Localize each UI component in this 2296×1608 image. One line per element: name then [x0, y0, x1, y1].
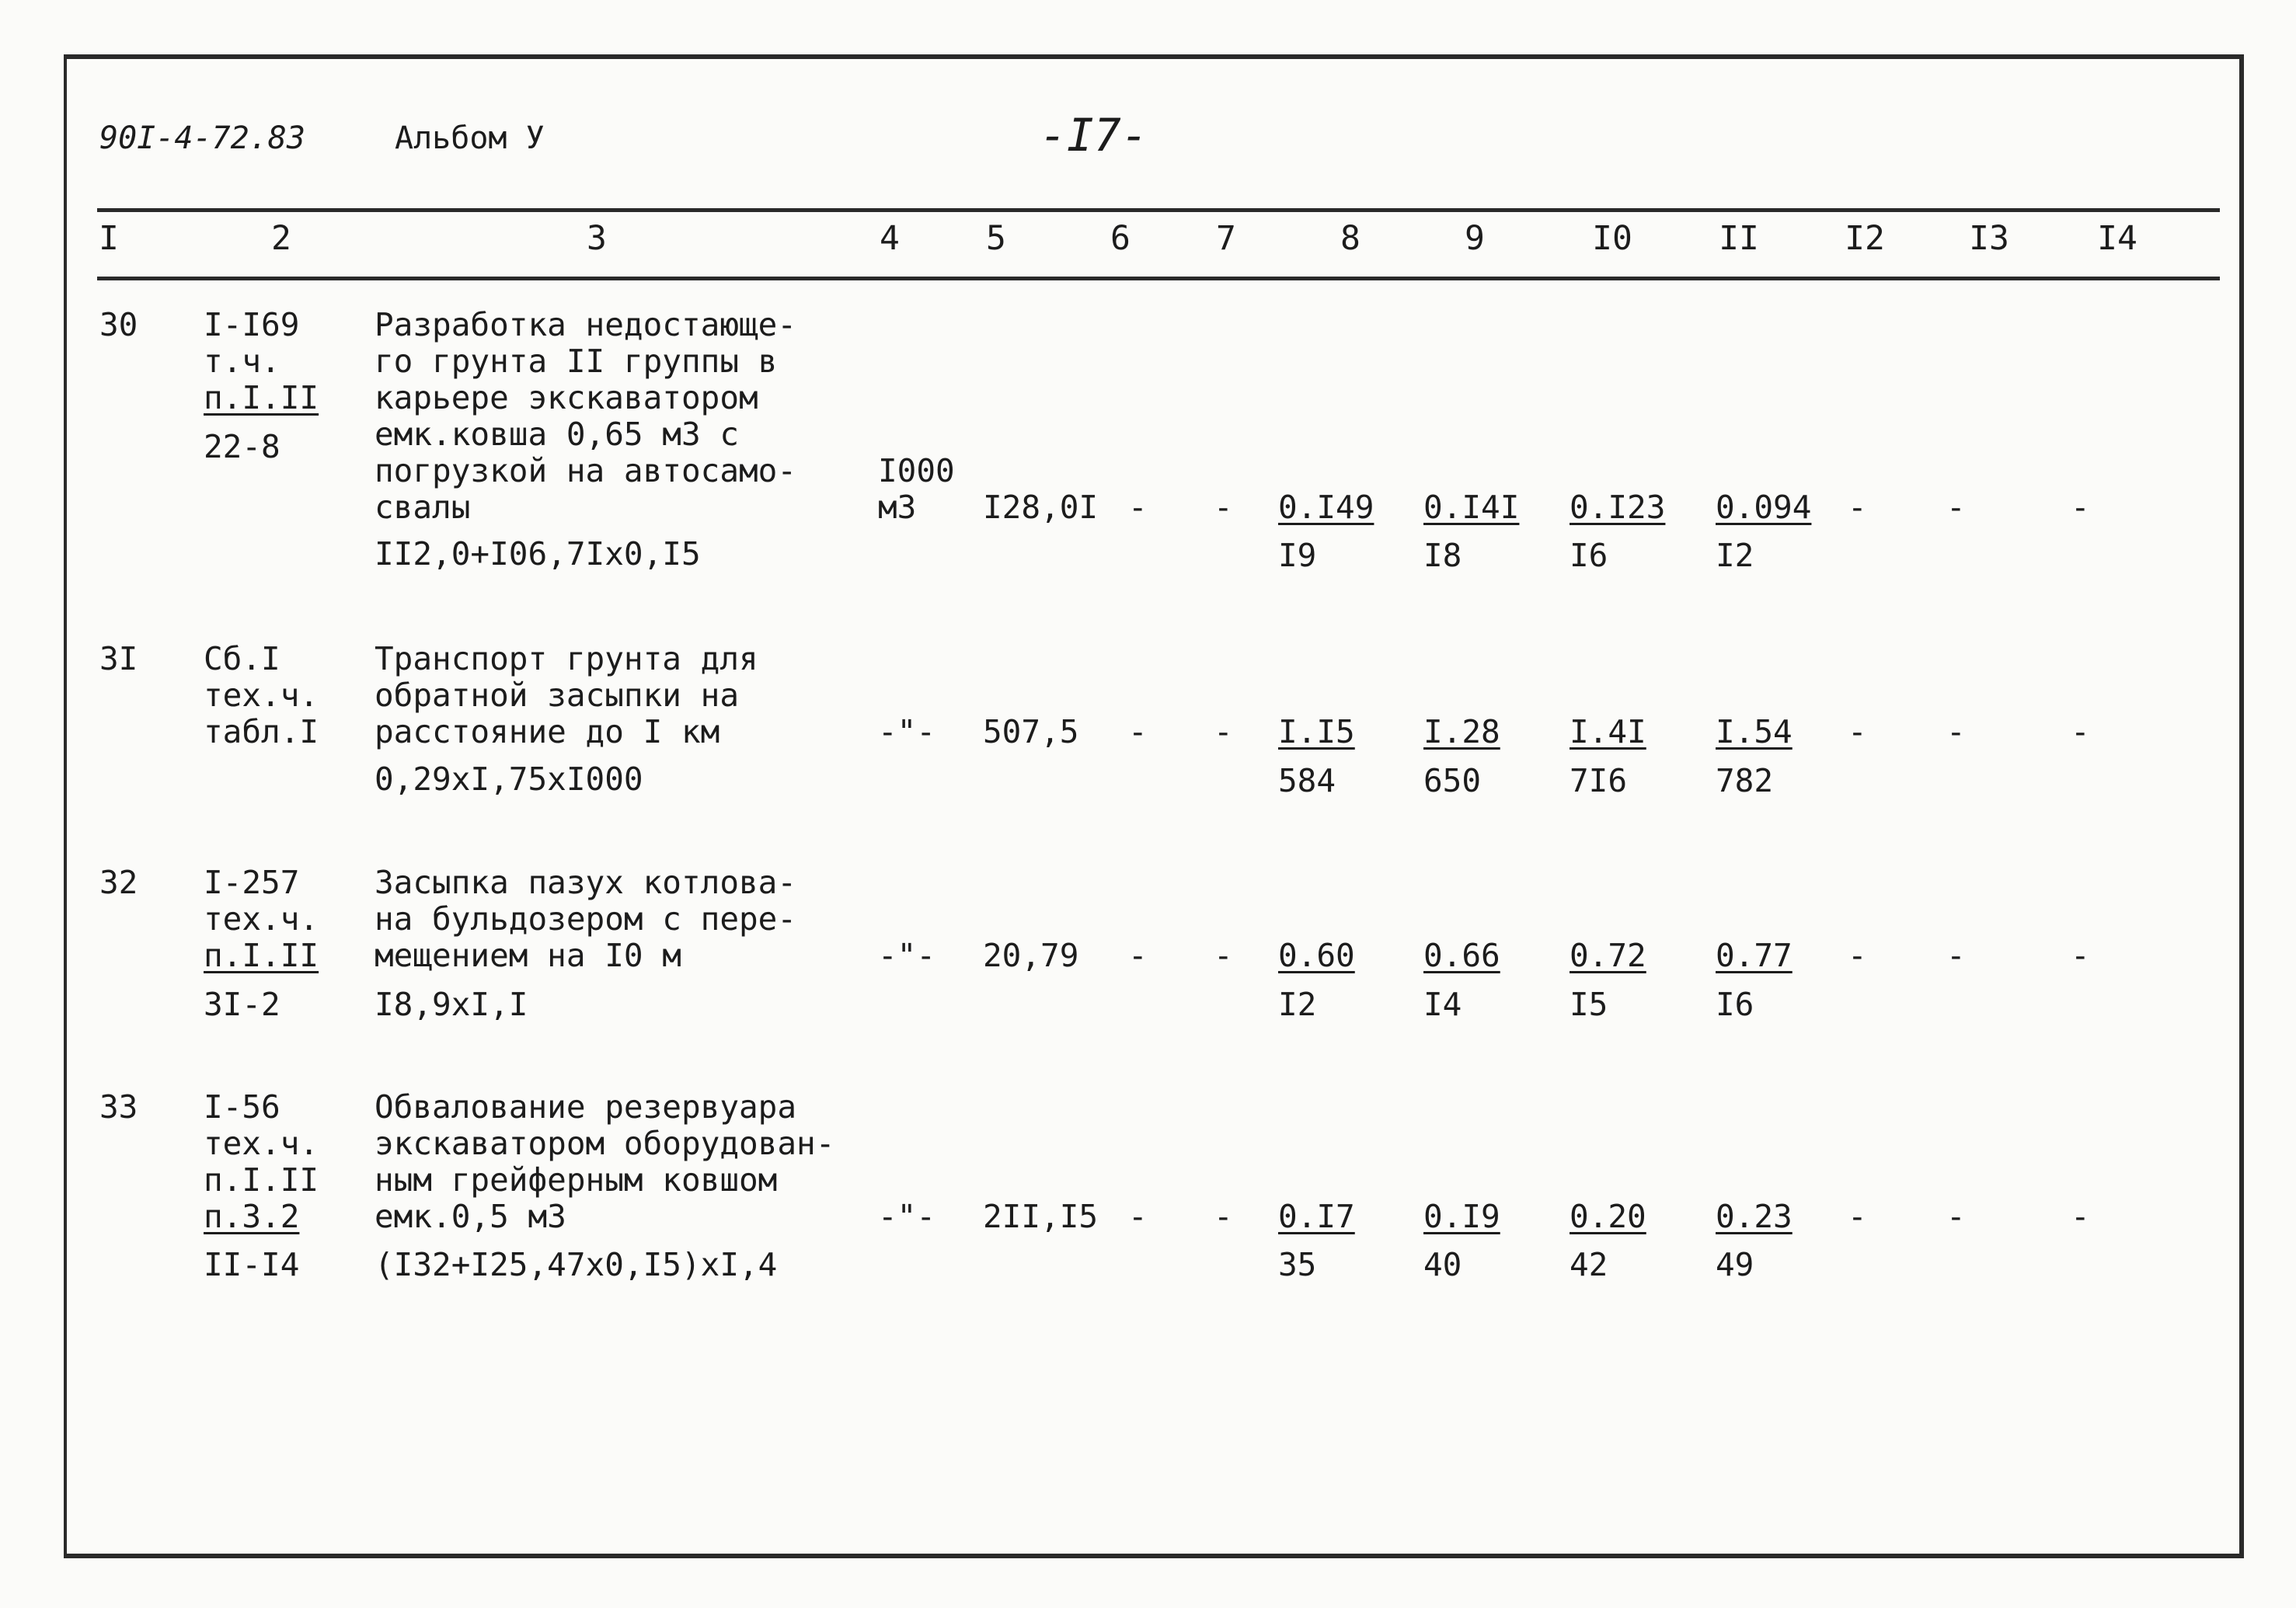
ref-line: п.I.II	[204, 937, 319, 974]
description-line: на бульдозером с пере-	[375, 900, 797, 938]
column-header: 5	[986, 219, 1006, 258]
col10-sub: 7I6	[1570, 762, 1628, 799]
col8-value: I.I5	[1278, 713, 1355, 750]
col12-value: -	[1848, 713, 1867, 750]
col13-value: -	[1946, 489, 1966, 526]
header-bottom-rule	[97, 277, 2220, 280]
unit-line: -"-	[878, 713, 936, 750]
col12-value: -	[1848, 489, 1867, 526]
ref-line: тех.ч.	[204, 1125, 319, 1162]
col6-value: -	[1128, 937, 1148, 974]
description-line: расстояние до I км	[375, 713, 720, 750]
ref-line: п.I.II	[204, 379, 319, 416]
formula: (I32+I25,47х0,I5)хI,4	[375, 1246, 778, 1283]
col9-sub: 40	[1423, 1246, 1462, 1283]
col10-value: 0.72	[1570, 937, 1646, 974]
description-line: погрузкой на автосамо-	[375, 452, 797, 489]
description-line: карьере экскаватором	[375, 379, 758, 416]
column-header: 2	[271, 219, 291, 258]
row-number: 30	[99, 306, 138, 343]
column-header: 7	[1216, 219, 1236, 258]
col10-sub: I5	[1570, 986, 1608, 1023]
col8-value: 0.I49	[1278, 489, 1374, 526]
col11-sub: 782	[1716, 762, 1774, 799]
col13-value: -	[1946, 937, 1966, 974]
quantity: 2II,I5	[983, 1198, 1099, 1235]
col7-value: -	[1214, 1198, 1233, 1235]
col6-value: -	[1128, 489, 1148, 526]
column-header: 4	[880, 219, 900, 258]
column-header: I4	[2097, 219, 2137, 258]
ref-line: тех.ч.	[204, 677, 319, 714]
ref-line: п.I.II	[204, 1161, 319, 1199]
col6-value: -	[1128, 1198, 1148, 1235]
album-label: Альбом У	[395, 120, 545, 156]
ref-line: Сб.I	[204, 640, 280, 677]
col13-value: -	[1946, 713, 1966, 750]
row-number: 3I	[99, 640, 138, 677]
ref-line: 22-8	[204, 428, 280, 465]
col8-sub: I2	[1278, 986, 1317, 1023]
quantity: 20,79	[983, 937, 1079, 974]
description-line: Засыпка пазух котлова-	[375, 864, 797, 901]
col10-sub: I6	[1570, 537, 1608, 574]
col8-value: 0.60	[1278, 937, 1355, 974]
col14-value: -	[2071, 489, 2090, 526]
formula: 0,29хI,75хI000	[375, 760, 643, 798]
col7-value: -	[1214, 713, 1233, 750]
column-header: I0	[1592, 219, 1632, 258]
formula: II2,0+I06,7Iх0,I5	[375, 535, 701, 573]
description-line: емк.0,5 м3	[375, 1198, 566, 1235]
description-line: обратной засыпки на	[375, 677, 739, 714]
column-header: I	[99, 219, 119, 258]
ref-line: табл.I	[204, 713, 319, 750]
ref-line: 3I-2	[204, 986, 280, 1023]
col14-value: -	[2071, 937, 2090, 974]
ref-line: I-257	[204, 864, 300, 901]
description-line: Обвалование резервуара	[375, 1088, 797, 1126]
col8-sub: 35	[1278, 1246, 1317, 1283]
col11-value: 0.23	[1716, 1198, 1793, 1235]
column-header: 6	[1110, 219, 1131, 258]
page-number: -I7-	[1040, 109, 1148, 162]
unit-line: м3	[878, 489, 917, 526]
col6-value: -	[1128, 713, 1148, 750]
col9-value: 0.I4I	[1423, 489, 1520, 526]
col10-value: 0.20	[1570, 1198, 1646, 1235]
header-top-rule	[97, 208, 2220, 212]
column-header: II	[1719, 219, 1759, 258]
unit-line: -"-	[878, 1198, 936, 1235]
quantity: I28,0I	[983, 489, 1099, 526]
col11-sub: I6	[1716, 986, 1754, 1023]
description-line: го грунта II группы в	[375, 343, 778, 380]
col9-sub: I4	[1423, 986, 1462, 1023]
col11-sub: I2	[1716, 537, 1754, 574]
unit-line: I000	[878, 452, 955, 489]
col14-value: -	[2071, 713, 2090, 750]
col13-value: -	[1946, 1198, 1966, 1235]
col11-value: 0.094	[1716, 489, 1812, 526]
col9-value: I.28	[1423, 713, 1500, 750]
description-line: Транспорт грунта для	[375, 640, 758, 677]
description-line: ным грейферным ковшом	[375, 1161, 778, 1199]
column-header: 9	[1465, 219, 1485, 258]
col11-value: 0.77	[1716, 937, 1793, 974]
description-line: Разработка недостающе-	[375, 306, 797, 343]
col11-sub: 49	[1716, 1246, 1754, 1283]
column-header: 8	[1340, 219, 1361, 258]
column-header: 3	[587, 219, 607, 258]
document-code: 90I-4-72.83	[99, 120, 305, 156]
ref-line: II-I4	[204, 1246, 300, 1283]
quantity: 507,5	[983, 713, 1079, 750]
col8-sub: 584	[1278, 762, 1336, 799]
ref-line: т.ч.	[204, 343, 280, 380]
col8-sub: I9	[1278, 537, 1317, 574]
col12-value: -	[1848, 937, 1867, 974]
col9-sub: 650	[1423, 762, 1482, 799]
col7-value: -	[1214, 937, 1233, 974]
row-number: 33	[99, 1088, 138, 1126]
unit-line: -"-	[878, 937, 936, 974]
ref-line: п.3.2	[204, 1198, 300, 1235]
formula: I8,9хI,I	[375, 986, 528, 1023]
description-line: мещением на I0 м	[375, 937, 681, 974]
column-header: I3	[1969, 219, 2009, 258]
description-line: экскаватором оборудован-	[375, 1125, 835, 1162]
column-header: I2	[1845, 219, 1885, 258]
col9-value: 0.66	[1423, 937, 1500, 974]
description-line: свалы	[375, 489, 471, 526]
col14-value: -	[2071, 1198, 2090, 1235]
ref-line: I-56	[204, 1088, 280, 1126]
description-line: емк.ковша 0,65 м3 с	[375, 416, 739, 453]
col9-sub: I8	[1423, 537, 1462, 574]
col10-value: 0.I23	[1570, 489, 1666, 526]
col10-sub: 42	[1570, 1246, 1608, 1283]
col12-value: -	[1848, 1198, 1867, 1235]
ref-line: I-I69	[204, 306, 300, 343]
col10-value: I.4I	[1570, 713, 1646, 750]
col11-value: I.54	[1716, 713, 1793, 750]
col9-value: 0.I9	[1423, 1198, 1500, 1235]
row-number: 32	[99, 864, 138, 901]
col7-value: -	[1214, 489, 1233, 526]
ref-line: тех.ч.	[204, 900, 319, 938]
col8-value: 0.I7	[1278, 1198, 1355, 1235]
